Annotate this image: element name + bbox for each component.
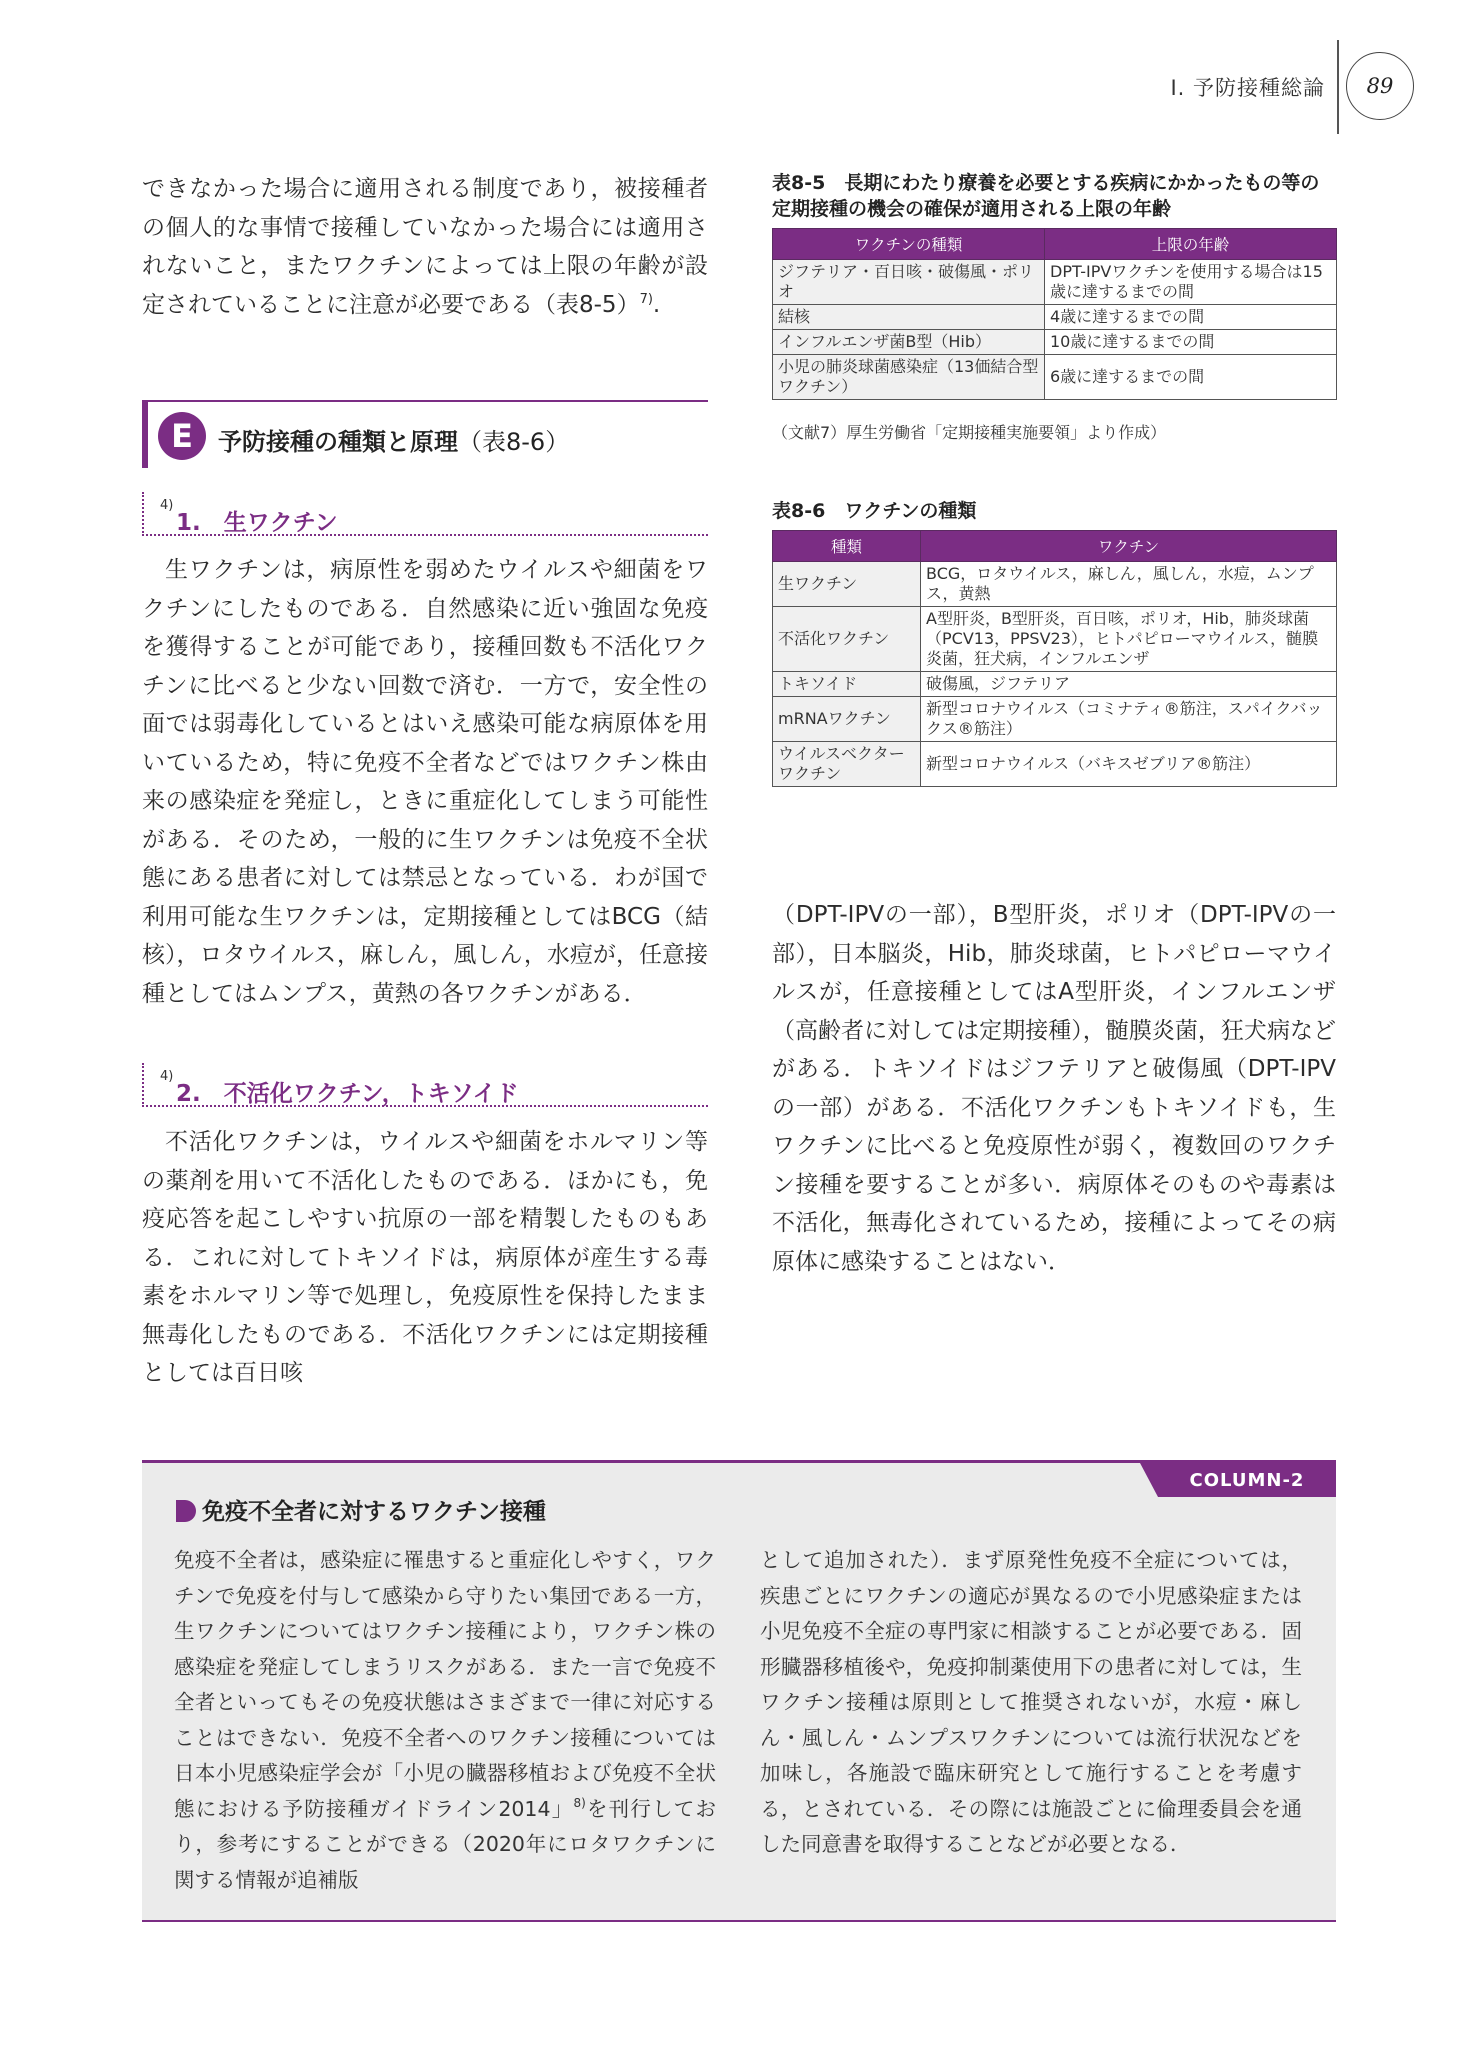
- right-column-paragraph: （DPT-IPVの一部），B型肝炎，ポリオ（DPT-IPVの一部），日本脳炎，Hib，肺炎球菌，ヒトパピローマウイルスが，任意接種としてはA型肝炎，インフルエンザ（高齢者に対しては定期接種），髄膜炎菌，狂犬病などがある．トキソイドはジフテリアと破傷風（DPT-IPVの一部）がある．不活化ワクチンもトキソイドも，生ワクチンに比べると免疫原性が弱く，複数回のワクチン接種を要することが多い．病原体そのものや毒素は不活化，無毒化されているため，接種によってその病原体に感染することはない．: [772, 902, 1336, 1275]
- inactivated-paragraph: 不活化ワクチンは，ウイルスや細菌をホルマリン等の薬剤を用いて不活化したものである．ほかにも，免疫応答を起こしやすい抗原の一部を精製したものもある．これに対してトキソイドは，病原体が産生する毒素をホルマリン等で処理し，免疫原性を保持したまま無毒化したものである．不活化ワクチンには定期接種としては百日咳: [142, 1129, 708, 1386]
- table-header-row: [773, 229, 1337, 260]
- table-8-5-caption: 表8-5 長期にわたり療養を必要とする疾病にかかったもの等の定期接種の機会の確保が適用される上限の年齢: [772, 172, 1320, 220]
- table-cell: トキソイド: [773, 672, 921, 697]
- table-cell: DPT-IPVワクチンを使用する場合は15歳に達するまでの間: [1045, 260, 1337, 305]
- table-cell: mRNAワクチン: [773, 697, 921, 742]
- table-header: 種類: [773, 531, 921, 562]
- table-cell: インフルエンザ菌B型（Hib）: [773, 330, 1045, 355]
- subheading-live-vaccine: [142, 492, 708, 536]
- table-row: [773, 742, 1337, 787]
- table-cell: ジフテリア・百日咳・破傷風・ポリオ: [773, 260, 1045, 305]
- table-cell: 新型コロナウイルス（バキスゼブリア®筋注）: [921, 742, 1337, 787]
- subheading-text: 2. 不活化ワクチン，トキソイド $^{4)}$: [160, 1069, 519, 1107]
- table-8-5: [772, 228, 1337, 400]
- table-row: [773, 260, 1337, 305]
- table-8-5-source: （文献7）厚生労働省「定期接種実施要領」より作成）: [772, 423, 1167, 442]
- column-tag: COLUMN-2: [1158, 1463, 1336, 1497]
- table-cell: A型肝炎，B型肝炎，百日咳，ポリオ，Hib，肺炎球菌（PCV13，PPSV23），ヒトパピローマウイルス，髄膜炎菌，狂犬病，インフルエンザ: [921, 607, 1337, 672]
- table-cell: BCG，ロタウイルス，麻しん，風しん，水痘，ムンプス，黄熱: [921, 562, 1337, 607]
- table-header-row: [773, 531, 1337, 562]
- subheading-text: 1. 生ワクチン $^{4)}$: [160, 498, 338, 536]
- table-row: [773, 697, 1337, 742]
- table-row: [773, 562, 1337, 607]
- table-8-6: [772, 530, 1337, 787]
- table-header: 上限の年齢: [1045, 229, 1337, 260]
- column-box: [142, 1460, 1336, 1922]
- section-bar: [142, 400, 148, 468]
- table-cell: 6歳に達するまでの間: [1045, 355, 1337, 400]
- table-cell: ウイルスベクターワクチン: [773, 742, 921, 787]
- table-cell: 破傷風，ジフテリア: [921, 672, 1337, 697]
- column-title-marker: [176, 1500, 196, 1522]
- intro-paragraph: できなかった場合に適用される制度であり，被接種者の個人的な事情で接種していなかった場合には適用されないこと，またワクチンによっては上限の年齢が設定されていることに注意が必要である（表8-5）$^{7)}$.: [142, 176, 708, 318]
- table-cell: 不活化ワクチン: [773, 607, 921, 672]
- live-vaccine-paragraph: 生ワクチンは，病原性を弱めたウイルスや細菌をワクチンにしたものである．自然感染に近い強固な免疫を獲得することが可能であり，接種回数も不活化ワクチンに比べると少ない回数で済む．一方で，安全性の面では弱毒化しているとはいえ感染可能な病原体を用いているため，特に免疫不全者などではワクチン株由来の感染症を発症し，ときに重症化してしまう可能性がある．そのため，一般的に生ワクチンは免疫不全状態にある患者に対しては禁忌となっている．わが国で利用可能な生ワクチンは，定期接種としてはBCG（結核），ロタウイルス，麻しん，風しん，水痘が，任意接種としてはムンプス，黄熱の各ワクチンがある．: [142, 557, 708, 1007]
- table-cell: 小児の肺炎球菌感染症（13価結合型ワクチン）: [773, 355, 1045, 400]
- section-letter-badge: E: [158, 412, 206, 460]
- table-row: [773, 305, 1337, 330]
- table-header: ワクチンの種類: [773, 229, 1045, 260]
- column-right-paragraph: として追加された）．まず原発性免疫不全症については，疾患ごとにワクチンの適応が異なるので小児感染症または小児免疫不全症の専門家に相談することが必要である．固形臓器移植後や，免疫抑制薬使用下の患者に対しては，生ワクチン接種は原則として推奨されないが，水痘・麻しん・風しん・ムンプスワクチンについては流行状況などを加味し，各施設で臨床研究として施行することを考慮する，とされている．その際には施設ごとに倫理委員会を通した同意書を取得することなどが必要となる．: [760, 1548, 1302, 1856]
- column-title: 免疫不全者に対するワクチン接種: [176, 1493, 546, 1526]
- subheading-inactivated: [142, 1063, 708, 1107]
- table-row: [773, 672, 1337, 697]
- page-number: 89: [1346, 52, 1414, 120]
- table-header: ワクチン: [921, 531, 1337, 562]
- live-vaccine-block: [142, 551, 708, 1013]
- table-cell: 10歳に達するまでの間: [1045, 330, 1337, 355]
- table-cell: 4歳に達するまでの間: [1045, 305, 1337, 330]
- header-divider: [1337, 40, 1339, 134]
- chapter-title: I. 予防接種総論: [1170, 76, 1325, 100]
- intro-block: [142, 170, 708, 324]
- table-cell: 新型コロナウイルス（コミナティ®筋注，スパイクバックス®筋注）: [921, 697, 1337, 742]
- table-row: [773, 355, 1337, 400]
- section-title: 予防接種の種類と原理（表8-6）: [218, 428, 570, 456]
- table-row: [773, 330, 1337, 355]
- inactivated-block: [142, 1123, 708, 1393]
- section-rule: [142, 400, 708, 402]
- section-e-heading: [142, 400, 708, 468]
- table-cell: 結核: [773, 305, 1045, 330]
- table-cell: 生ワクチン: [773, 562, 921, 607]
- table-8-6-caption: 表8-6 ワクチンの種類: [772, 500, 977, 522]
- column-left-paragraph: 免疫不全者は，感染症に罹患すると重症化しやすく，ワクチンで免疫を付与して感染から守りたい集団である一方，生ワクチンについてはワクチン接種により，ワクチン株の感染症を発症してしまうリスクがある．また一言で免疫不全者といってもその免疫状態はさまざまで一律に対応することはできない．免疫不全者へのワクチン接種については日本小児感染症学会が「小児の臓器移植および免疫不全状態における予防接種ガイドライン2014」$^{8)}$を刊行しており，参考にすることができる（2020年にロタワクチンに関する情報が追補版: [174, 1548, 716, 1892]
- table-row: [773, 607, 1337, 672]
